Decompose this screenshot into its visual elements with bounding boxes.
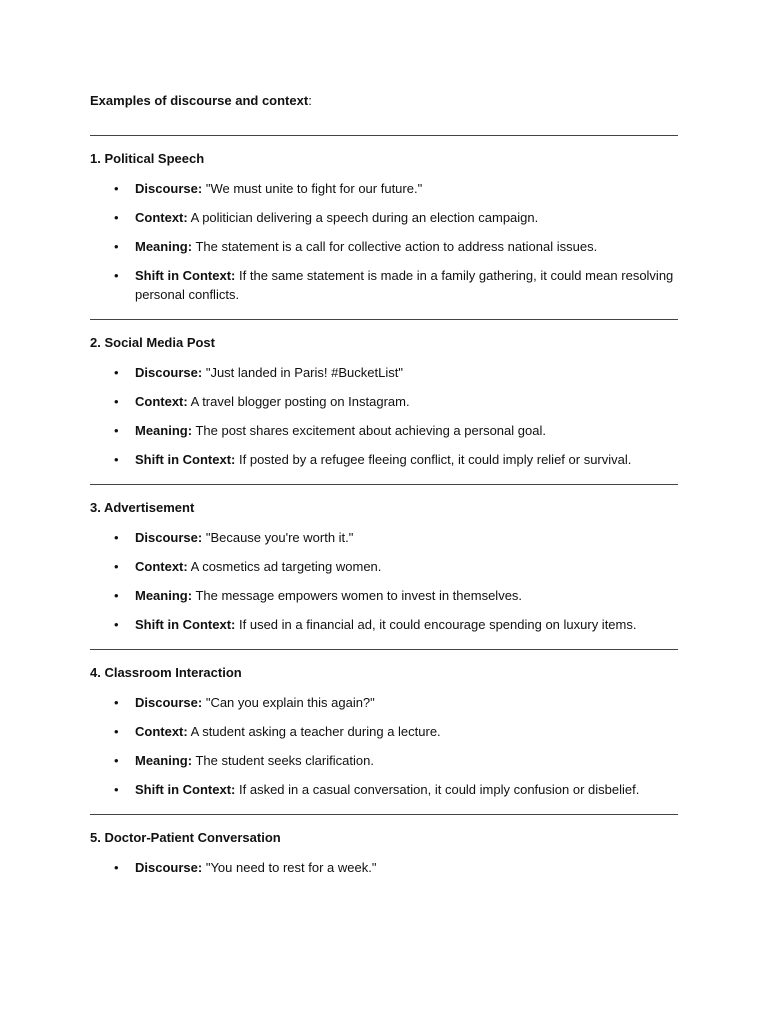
list-item [90, 780, 678, 799]
item-text: If the same statement is made in a family gathering, it could mean resolving personal conflicts. [135, 268, 674, 302]
list-item [90, 586, 678, 605]
list-item [90, 208, 678, 227]
bullet-icon: • [114, 365, 119, 380]
section-doctor-patient-conversation [90, 829, 678, 877]
list-item [90, 557, 678, 576]
divider [90, 814, 678, 815]
bullet-icon: • [114, 268, 119, 283]
bullet-icon: • [114, 860, 119, 875]
item-label: Shift in Context: [135, 617, 236, 632]
item-label: Discourse: [135, 181, 203, 196]
bullet-icon: • [114, 530, 119, 545]
divider [90, 135, 678, 136]
item-text: "Just landed in Paris! #BucketList" [205, 365, 403, 380]
item-text: "Because you're worth it." [205, 530, 354, 545]
bullet-icon: • [114, 782, 119, 797]
item-label: Shift in Context: [135, 268, 236, 283]
section-heading: 1. Political Speech [90, 151, 205, 166]
item-text: If asked in a casual conversation, it could imply confusion or disbelief. [239, 782, 640, 797]
document-title-colon: : [308, 93, 312, 108]
bullet-icon: • [114, 588, 119, 603]
item-label: Context: [135, 724, 188, 739]
item-text: If used in a financial ad, it could encourage spending on luxury items. [239, 617, 637, 632]
bullet-icon: • [114, 617, 119, 632]
document-page [90, 92, 678, 877]
item-text: A travel blogger posting on Instagram. [190, 394, 410, 409]
section-heading: 4. Classroom Interaction [90, 665, 242, 680]
item-text: The student seeks clarification. [195, 753, 374, 768]
list-item [90, 858, 678, 877]
item-label: Discourse: [135, 860, 203, 875]
item-text: A student asking a teacher during a lecture. [190, 724, 441, 739]
document-title-text: Examples of discourse and context [90, 93, 309, 108]
section-classroom-interaction [90, 664, 678, 799]
section-advertisement [90, 499, 678, 634]
bullet-icon: • [114, 394, 119, 409]
item-label: Discourse: [135, 530, 203, 545]
divider [90, 484, 678, 485]
divider [90, 319, 678, 320]
section-heading: 5. Doctor-Patient Conversation [90, 830, 281, 845]
bullet-icon: • [114, 423, 119, 438]
bullet-icon: • [114, 559, 119, 574]
list-item [90, 615, 678, 634]
bullet-icon: • [114, 452, 119, 467]
list-item [90, 528, 678, 547]
divider [90, 649, 678, 650]
list-item [90, 266, 678, 304]
item-label: Meaning: [135, 588, 193, 603]
bullet-icon: • [114, 239, 119, 254]
bullet-icon: • [114, 724, 119, 739]
item-label: Meaning: [135, 753, 193, 768]
bullet-icon: • [114, 695, 119, 710]
section-political-speech [90, 150, 678, 304]
item-text: "We must unite to fight for our future." [205, 181, 423, 196]
item-label: Meaning: [135, 239, 193, 254]
document-title [90, 92, 678, 110]
item-text: If posted by a refugee fleeing conflict, it could imply relief or survival. [239, 452, 632, 467]
list-item [90, 237, 678, 256]
bullet-icon: • [114, 181, 119, 196]
list-item [90, 722, 678, 741]
list-item [90, 693, 678, 712]
section-social-media-post [90, 334, 678, 469]
item-text: "You need to rest for a week." [205, 860, 377, 875]
item-text: The statement is a call for collective action to address national issues. [195, 239, 598, 254]
item-text: A cosmetics ad targeting women. [190, 559, 382, 574]
item-text: The message empowers women to invest in themselves. [195, 588, 523, 603]
item-label: Meaning: [135, 423, 193, 438]
item-label: Discourse: [135, 365, 203, 380]
item-label: Shift in Context: [135, 452, 236, 467]
item-label: Context: [135, 394, 188, 409]
section-heading: 2. Social Media Post [90, 335, 215, 350]
item-label: Context: [135, 210, 188, 225]
bullet-list [90, 693, 678, 799]
section-heading: 3. Advertisement [90, 500, 195, 515]
item-label: Discourse: [135, 695, 203, 710]
list-item [90, 392, 678, 411]
item-label: Context: [135, 559, 188, 574]
bullet-list [90, 858, 678, 877]
list-item [90, 450, 678, 469]
item-text: A politician delivering a speech during an election campaign. [190, 210, 539, 225]
bullet-list [90, 179, 678, 304]
bullet-icon: • [114, 753, 119, 768]
bullet-list [90, 528, 678, 634]
bullet-list [90, 363, 678, 469]
list-item [90, 363, 678, 382]
item-label: Shift in Context: [135, 782, 236, 797]
list-item [90, 751, 678, 770]
bullet-icon: • [114, 210, 119, 225]
list-item [90, 421, 678, 440]
item-text: "Can you explain this again?" [205, 695, 375, 710]
list-item [90, 179, 678, 198]
item-text: The post shares excitement about achieving a personal goal. [195, 423, 546, 438]
